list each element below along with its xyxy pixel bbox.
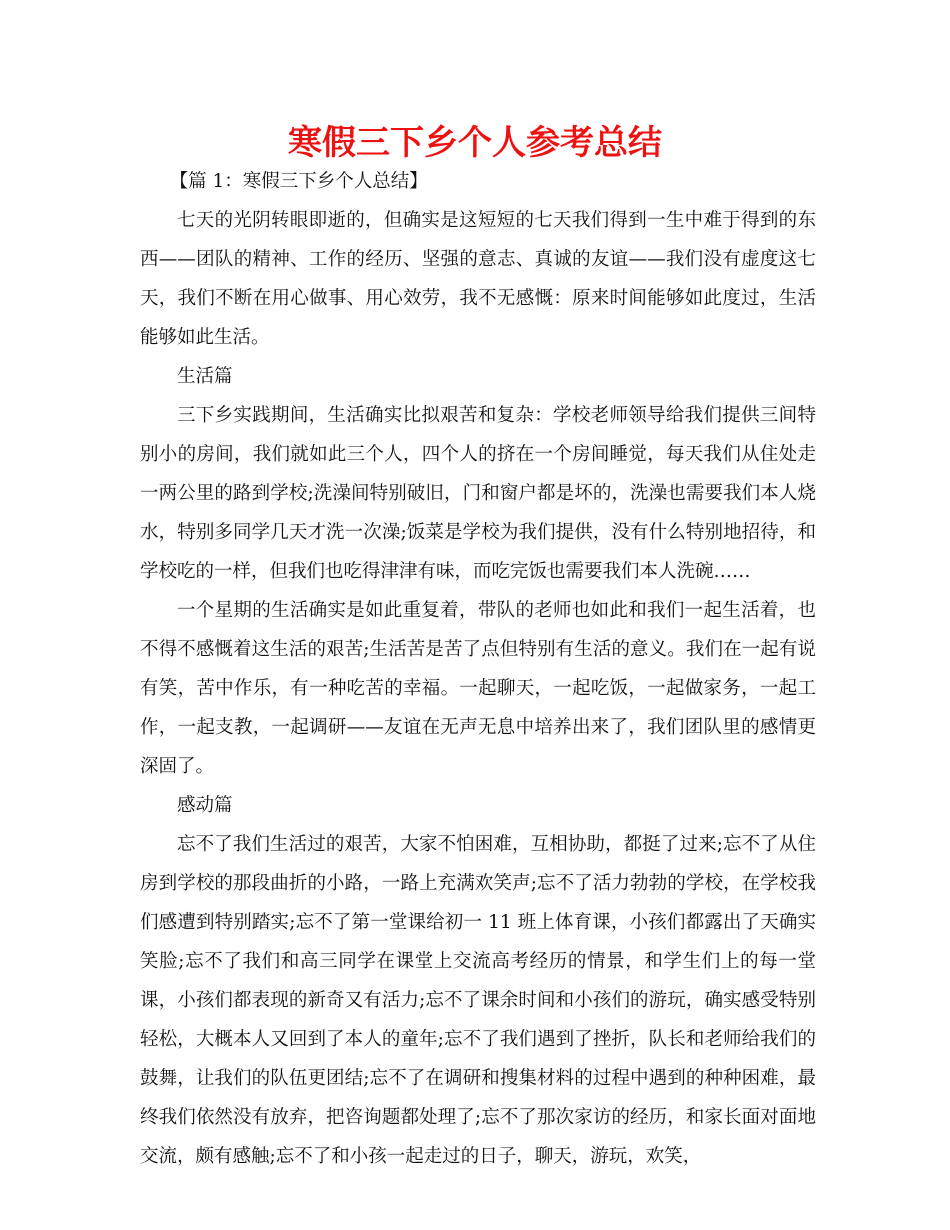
section-subheading: 【篇 1：寒假三下乡个人总结】 xyxy=(169,171,428,192)
paragraph-touching-1: 忘不了我们生活过的艰苦，大家不怕困难，互相协助，都挺了过来;忘不了从住房到学校的那段曲折的小路，一路上充满欢笑声;忘不了活力勃勃的学校，在学校我们感遭到特别踏实;忘不了第一堂课给初一 11 班上体育课，小孩们都露出了天确实笑脸;忘不了我们和高三同学在课堂上交流高考经历的情景，和学生们上的每一堂课，小孩们都表现的新奇又有活力;忘不了课余时间和小孩们的游玩，确实感受特别轻松，大概本人又回到了本人的童年;忘不了我们遇到了挫折，队长和老师给我们的鼓舞，让我们的队伍更团结;忘不了在调研和搜集材料的过程中遇到的种种困难，最终我们依然没有放弃，把咨询题都处理了;忘不了那次家访的经历，和家长面对面地交流，颇有感触;忘不了和小孩一起走过的日子，聊天，游玩，欢笑， xyxy=(140,834,816,1167)
document-body xyxy=(140,162,816,1176)
section-label-touching: 感动篇 xyxy=(177,795,233,816)
section-label-life: 生活篇 xyxy=(177,366,233,387)
paragraph-intro: 七天的光阴转眼即逝的，但确实是这短短的七天我们得到一生中难于得到的东西——团队的精神、工作的经历、坚强的意志、真诚的友谊——我们没有虚度这七天，我们不断在用心做事、用心效劳，我不无感慨：原来时间能够如此度过，生活能够如此生活。 xyxy=(140,210,816,348)
document-title: 寒假三下乡个人参考总结 xyxy=(288,123,662,163)
paragraph-life-1: 三下乡实践期间，生活确实比拟艰苦和复杂：学校老师领导给我们提供三间特别小的房间，我们就如此三个人，四个人的挤在一个房间睡觉，每天我们从住处走一两公里的路到学校;洗澡间特别破旧，门和窗户都是坏的，洗澡也需要我们本人烧水，特别多同学几天才洗一次澡;饭菜是学校为我们提供，没有什么特别地招待，和学校吃的一样，但我们也吃得津津有味，而吃完饭也需要我们本人洗碗…… xyxy=(140,405,816,582)
paragraph-life-2: 一个星期的生活确实是如此重复着，带队的老师也如此和我们一起生活着，也不得不感慨着这生活的艰苦;生活苦是苦了点但特别有生活的意义。我们在一起有说有笑，苦中作乐，有一种吃苦的幸福。一起聊天，一起吃饭，一起做家务，一起工作，一起支教，一起调研——友谊在无声无息中培养出来了，我们团队里的感情更深固了。 xyxy=(140,600,816,777)
